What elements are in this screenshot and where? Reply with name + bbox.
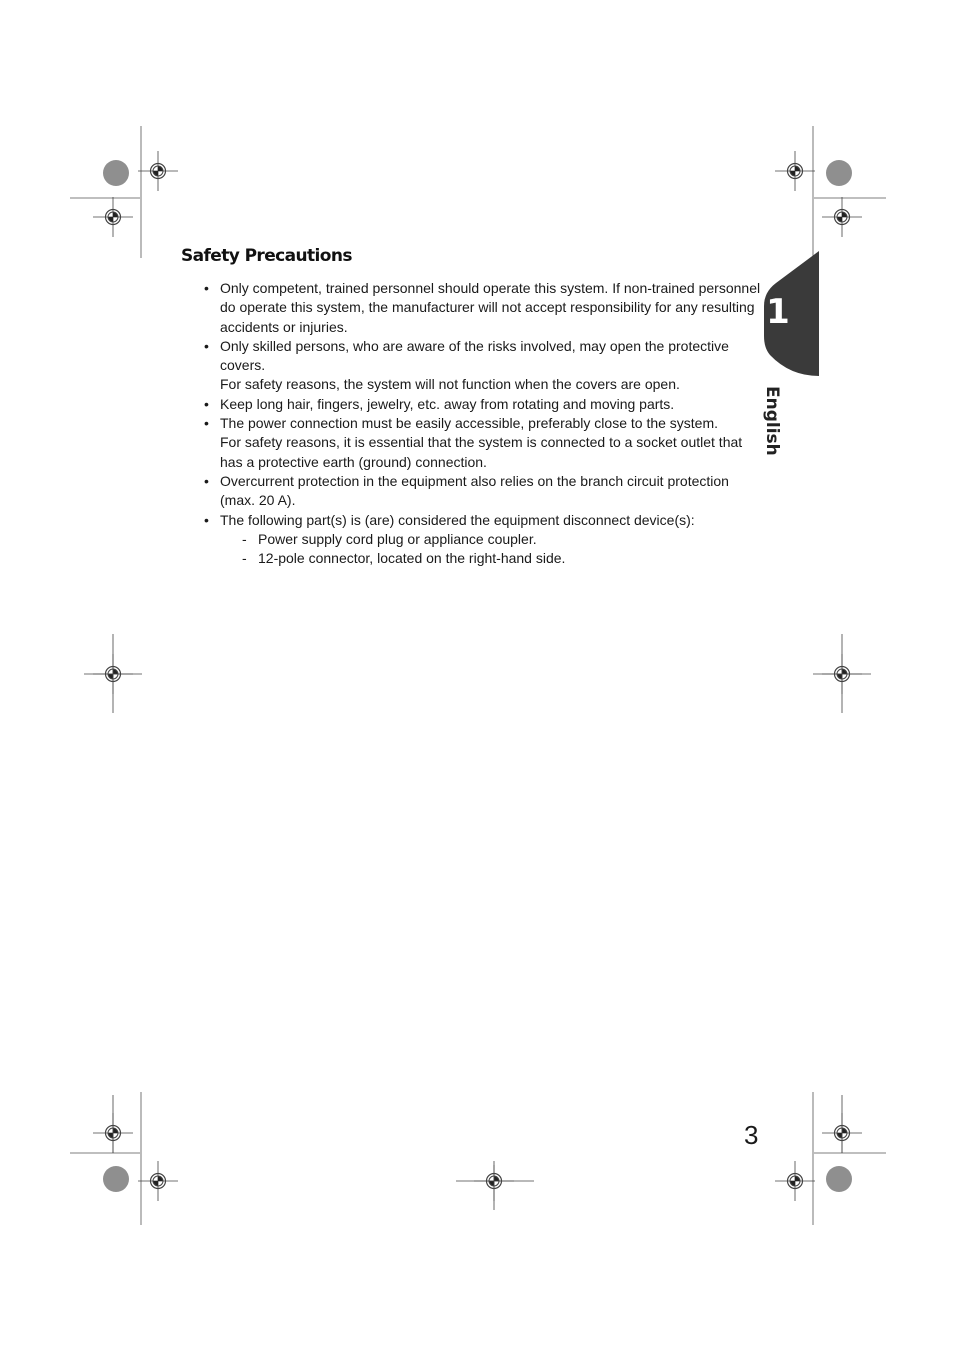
section-title: Safety Precautions [181,246,352,266]
crosshair-target-icon [775,1161,815,1201]
sub-list [220,530,763,569]
registration-dot-bottom-left [103,1166,129,1192]
registration-dot-bottom-right [826,1166,852,1192]
registration-dot-top-right [826,160,852,186]
crosshair-target-icon [822,197,862,237]
crosshair-target-icon [138,151,178,191]
chapter-number: 1 [766,292,790,332]
crosshair-target-icon [93,197,133,237]
sub-list-item: - 12-pole connector, located on the right-hand side. [220,549,763,568]
list-item [203,279,763,337]
safety-precautions-list [203,279,763,568]
language-label: English [762,386,782,456]
list-item [203,395,763,414]
crosshair-target-icon [775,151,815,191]
list-item-note: For safety reasons, it is essential that the system is connected to a socket outlet that has a protective earth (ground) connection. [220,434,743,470]
list-item-text: • Only competent, trained personnel should operate this system. If non-trained personnel do operate this system, the manufacturer will not accept responsibility for any resulting accidents or injuries. [220,280,761,335]
crosshair-target-icon [138,1161,178,1201]
list-item [203,414,763,472]
sub-list-item: - Power supply cord plug or appliance coupler. [220,530,763,549]
list-item-text: • Keep long hair, fingers, jewelry, etc. away from rotating and moving parts. [220,395,675,412]
list-item [203,511,763,569]
list-item-text: • Overcurrent protection in the equipment also relies on the branch circuit protection (max. 20 A). [220,472,729,509]
list-item [203,472,763,511]
registration-dot-top-left [103,160,129,186]
list-item-note: For safety reasons, the system will not function when the covers are open. [220,376,680,393]
list-item-text: • The following part(s) is (are) considered the equipment disconnect device(s): [220,511,695,528]
list-item-text: • Only skilled persons, who are aware of the risks involved, may open the protective covers. [220,337,729,374]
list-item [203,337,763,395]
list-item-text: • The power connection must be easily accessible, preferably close to the system. [220,415,719,432]
page-number: 3 [744,1120,759,1150]
